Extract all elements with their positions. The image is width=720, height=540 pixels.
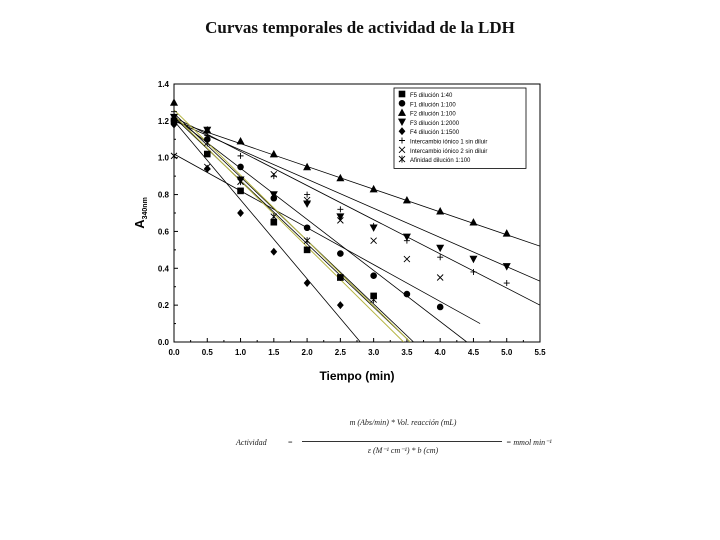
y-tick-label: 1.0 [157,153,169,163]
data-point [238,210,244,217]
data-point [237,138,244,145]
x-tick-label: 3.0 [368,348,380,357]
formula-denominator: ε (M⁻¹ cm⁻¹) * b (cm) [367,446,439,455]
data-point [304,247,310,253]
data-point [437,304,443,310]
data-point [304,237,310,244]
formula-numerator: m (Abs/min) * Vol. reacción (mL) [349,418,457,427]
y-tick-label: 1.2 [157,116,169,126]
x-tick-label: 1.5 [268,348,280,357]
legend-box [394,88,526,168]
legend-label: F3 dilución 1:2000 [410,120,460,127]
data-point [470,256,477,263]
x-axis-label: Tiempo (min) [319,369,395,383]
y-tick-label: 0.4 [157,264,169,274]
data-point [304,201,311,208]
x-tick-label: 4.5 [467,348,480,357]
formula-lhs: Actividad [236,438,267,447]
legend-item [399,138,487,146]
formula-fraction-bar [302,441,502,442]
page-title: Curvas temporales de actividad de la LDH [205,18,515,37]
data-point [504,280,510,286]
data-point [404,256,410,262]
data-point [304,192,310,198]
data-point [470,219,477,226]
data-point [371,296,377,303]
fit-line [174,121,360,342]
data-point [337,251,343,257]
y-tick-label: 0.0 [157,338,169,347]
y-tick-label: 1.4 [157,80,169,89]
data-point [171,99,178,106]
series-6 [171,153,443,281]
data-point [371,223,377,229]
legend-label: Intercambio iónico 2 sin diluir [410,148,488,155]
data-point [437,245,444,252]
data-point [337,206,343,212]
data-point [437,275,443,281]
data-point [238,164,244,170]
data-point [304,280,310,287]
data-point [271,213,277,220]
data-point [404,238,410,244]
formula-equals: = [288,438,293,447]
legend-label: F1 dilución 1:100 [410,102,456,109]
legend-label: F2 dilución 1:100 [410,111,456,118]
data-point [337,302,343,309]
data-point [271,248,277,255]
x-tick-label: 4.0 [434,348,446,357]
data-point [304,225,310,231]
legend-marker [399,91,405,97]
legend-label: Afinidad dilución 1:100 [410,158,471,165]
data-point [503,263,510,270]
data-point [238,153,244,159]
data-point [371,238,377,244]
x-tick-label: 1.0 [234,348,247,357]
data-point [204,151,210,157]
data-point [337,174,344,181]
data-point [238,188,244,194]
legend-label: Intercambio iónico 1 sin diluir [410,139,488,146]
y-axis-label: A340nm [132,197,149,229]
x-tick-label: 5.5 [534,348,546,357]
data-point [404,291,410,297]
data-point [371,273,377,279]
x-tick-label: 5.0 [501,348,513,357]
data-point [503,230,510,237]
fit-line [174,154,480,324]
data-point [304,163,311,170]
formula-rhs: = mmol min⁻¹ [506,438,552,447]
y-tick-label: 0.6 [157,227,169,237]
legend-label: F4 dilución 1:1500 [410,130,460,137]
x-tick-label: 3.5 [401,348,413,357]
data-point [238,178,244,185]
activity-formula [230,410,552,470]
y-tick-label: 0.2 [157,301,169,311]
legend-item [399,147,487,155]
x-tick-label: 0.5 [201,348,213,357]
y-tick-label: 0.8 [157,190,169,200]
fit-line-highlight [174,115,404,342]
data-point [337,214,344,221]
legend-label: F5 dilución 1:40 [410,93,453,99]
legend-marker [399,100,405,106]
x-tick-label: 2.5 [334,348,346,357]
x-tick-label: 0.0 [168,348,180,357]
x-tick-label: 2.0 [301,348,313,357]
